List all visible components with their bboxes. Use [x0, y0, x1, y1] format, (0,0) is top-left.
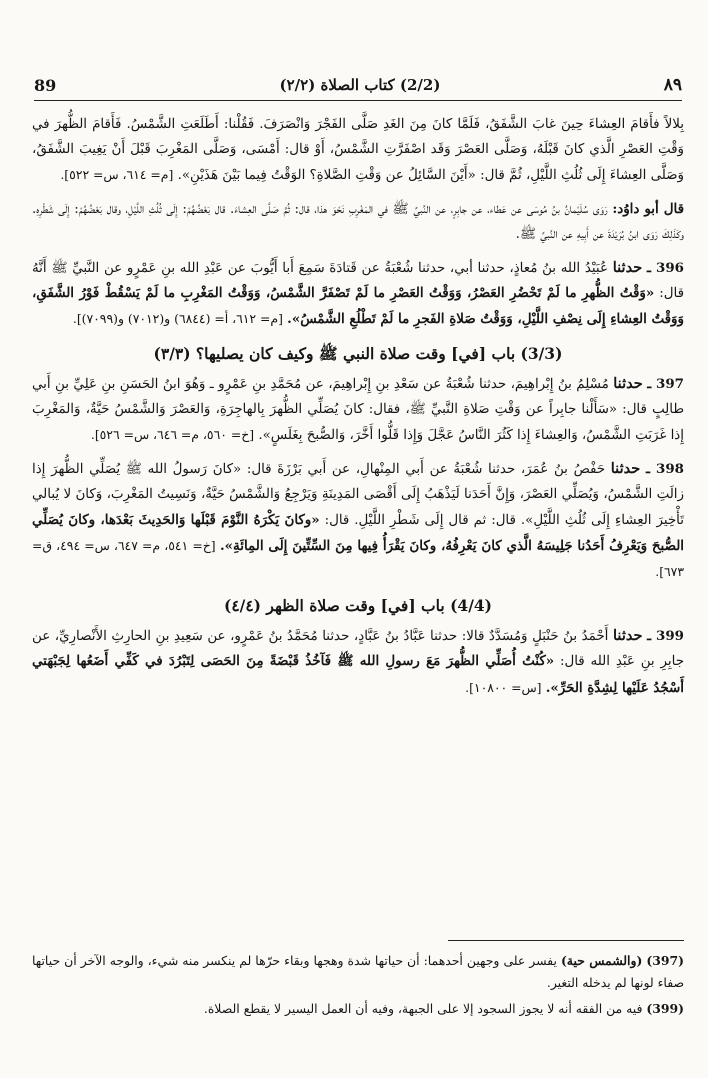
page-header — [34, 70, 682, 101]
running-title: (2/2) كتاب الصلاة (٢/٢) — [279, 76, 441, 94]
hadith-number: 397 ـ — [647, 375, 684, 392]
hadith-number: 399 ـ — [647, 628, 684, 645]
hadith-text: بِلالاً فأَقامَ العِشاءَ حِينَ غابَ الشَّفَقُ، فَلَمَّا كانَ مِنَ الغَدِ صَلَّى الفَجْرَ وَانْصَرَفَ. فَقُلْنا: أَطَلَعَتِ الشَّمْسُ. فَأَقامَ الظُّهرَ في وَقْتِ العَصْرِ الَّذي كانَ قَبْلَهُ، وَصَلَّى العَصْرَ وَقَد اصْفَرَّتِ الشَّمْسُ، أَوْ قال: أَمْسَى، وَصَلَّى المَغْرِبَ قَبْلَ أَنْ يَغِيبَ الشَّفَقُ، وَصَلَّى العِشاءَ إِلَى ثُلُثِ اللَّيْلِ، ثُمَّ قال: «أَيْنَ السَّائِلُ عن وَقْتِ الصَّلاةِ؟ الوَقْتُ فِيما بَيْنَ هَذَيْنِ». — [32, 117, 684, 184]
hadith-number: 398 ـ — [646, 461, 684, 478]
chapter-heading-4: (4/4) باب [في] وقت صلاة الظهر (٤/٤) — [224, 596, 492, 616]
hadith-397 — [32, 371, 684, 449]
hadith-399 — [32, 623, 684, 701]
footnote-399 — [32, 998, 684, 1020]
footnote-number: (397) — [646, 953, 684, 968]
haddathana-keyword: حدثنا — [612, 627, 643, 645]
footnotes — [32, 950, 684, 1024]
footnote-term: (والشمس حية) — [560, 953, 643, 968]
footnote-397 — [32, 950, 684, 994]
hadith-398 — [32, 456, 684, 585]
hadith-text: حَفْصُ بنُ عُمَرَ، حدثنا شُعْبَةُ عن أَبي المِنْهالِ، عن أَبي بَرْزَةَ قال: «كانَ رَسولُ الله ﷺ يُصَلِّي الظُّهرَ إِذا زالَتِ الشَّمْسُ، وَيُصَلِّي العَصْرَ، وَإِنَّ أَحَدَنا لَيَذْهَبُ إِلَى أَقْصَى المَدِينَةِ وَيَرْجِعُ وَالشَّمْسُ حَيَّةٌ، وَنَسِيتُ المَغْرِبَ، وَكانَ لا يُبالي تَأْخِيرَ العِشاءِ إِلَى ثُلُثِ اللَّيْلِ». قال: ثم قال إِلَى شَطْرِ اللَّيْلِ. قال: — [32, 462, 684, 528]
main-text — [32, 112, 684, 709]
page-number-arabic: ٨٩ — [663, 75, 682, 95]
abu-dawud-comment — [32, 197, 684, 247]
comment-text: رَوَى سُلَيْمانُ بنُ مُوسَى عن عَطاء، عن جابِرٍ، عن النَّبيِّ ﷺ في المَغْرِبِ نَحْوَ هذا، قال: ثُمَّ صَلَّى العِشاءَ. قال بَعْضُهُمْ: إِلَى ثُلُثِ اللَّيْلِ، وقال بَعْضُهُمْ: إِلَى شَطْرِهِ. وكَذَلِكَ رَوَى ابنُ بُرَيْدَةَ عن أَبِيهِ عن النَّبيِّ ﷺ. — [32, 201, 684, 242]
haddathana-keyword: حدثنا — [612, 259, 643, 277]
takhrij-ref: [م= ٦١٤، س= ٥٢٢]. — [60, 167, 174, 183]
footnote-divider — [448, 940, 684, 941]
paragraph-continuation — [32, 112, 684, 189]
footnote-text: فيه من الفقه أنه لا يجوز السجود إلا على الجبهة، وفيه أن العمل اليسير لا يقطع الصلاة. — [203, 1001, 643, 1016]
haddathana-keyword: حدثنا — [613, 374, 643, 392]
isnad-text: عُبَيْدُ الله بنُ مُعاذٍ، حدثنا أبي، حدثنا شُعْبَةُ عن قَتادَةَ سَمِعَ أَبا أَيُّوبَ عن عَبْدِ الله بنِ عَمْرٍو عن النَّبيِّ ﷺ أَنَّهُ قال: — [32, 261, 684, 302]
hadith-number: 396 ـ — [647, 260, 684, 277]
chapter-heading-3: (3/3) باب [في] وقت صلاة النبي ﷺ وكيف كان يصليها؟ (٣/٣) — [153, 343, 563, 363]
matn-text: «كُنْتُ أُصَلِّي الظُّهرَ مَعَ رسولِ الله ﷺ فَآخُذُ قَبْضَةً مِنَ الحَصَى لِتَبْرُدَ في كَفِّي أَضَعُها لِجَبْهَتي أَسْجُدُ عَلَيْها لِشِدَّةِ الحَرِّ». — [32, 653, 684, 696]
footnote-number: (399) — [646, 1001, 684, 1016]
haddathana-keyword: حدثنا — [610, 460, 641, 478]
isnad-text: أَحْمَدُ بنُ حَنْبَلٍ وَمُسَدَّدٌ قالا: حدثنا عَبَّادُ بنُ عَبَّادٍ، حدثنا مُحَمَّدُ بنُ عَمْرٍو، عن سَعِيدِ بنِ الحارِثِ الأَنْصارِيِّ، عن جابِرِ بنِ عَبْدِ الله قال: — [32, 629, 684, 670]
takhrij-ref: [خ= ٥٤١، م= ٦٤٧، س= ٤٩٤، ق= ٦٧٣]. — [32, 537, 684, 580]
matn-text: «وَقْتُ الظُّهرِ ما لَمْ تَحْضُرِ العَصْرُ، وَوَقْتُ العَصْرِ ما لَمْ تَصْفَرَّ الشَّمْسُ، وَوَقْتُ المَغْرِبِ ما لَمْ يَسْقُطْ فَوْرُ الشَّفَقِ، وَوَقْتُ العِشاءِ إِلَى نِصْفِ اللَّيْلِ، وَوَقْتُ صَلاةِ الفَجرِ ما لَمْ تَطْلُعِ الشَّمْسُ». — [32, 285, 684, 328]
footnote-text: يفسر على وجهين أحدهما: أن حياتها شدة وهجها وبقاء حرّها لم ينكسر منه شيء، والوجه الآخر أن حياتها صفاء لونها لم يدخله التغير. — [32, 953, 684, 990]
hadith-396 — [32, 255, 684, 333]
comment-lead: قال أبو داوُد: — [612, 200, 684, 217]
page-number-latin: 89 — [34, 75, 57, 95]
takhrij-ref: [خ= ٥٦٠، م= ٦٤٦، س= ٥٢٦]. — [90, 427, 255, 443]
hadith-text: مُسْلِمُ بنُ إِبْراهِيمَ، حدثنا شُعْبَةُ عن سَعْدِ بنِ إِبْراهِيمَ، عن مُحَمَّدِ بنِ عَمْرٍو ـ وَهُوَ ابنُ الحَسَنِ بنِ عَلِيِّ بنِ أَبي طالِبٍ قال: «سَأَلْنا جابِراً عن وَقْتِ صَلاةِ النَّبيِّ ﷺ، فقال: كانَ يُصَلِّي الظُّهرَ بِالهاجِرَةِ، وَالعَصْرَ وَالشَّمْسُ حَيَّةٌ، وَالمَغْرِبَ إِذا غَرَبَتِ الشَّمْسُ، وَالعِشاءَ إِذا كَثُرَ النَّاسُ عَجَّلَ وَإِذا قَلُّوا أَخَّرَ، وَالصُّبحَ بِغَلَسٍ». — [32, 376, 684, 444]
matn-text: «وكانَ يَكْرَهُ النَّوْمَ قَبْلَها وَالحَدِيثَ بَعْدَها، وكانَ يُصَلِّي الصُّبحَ وَيَعْرِفُ أَحَدُنا جَلِيسَهُ الَّذي كانَ يَعْرِفُهُ، وكانَ يَقْرَأُ فِيها مِنَ السِّتِّينَ إِلَى المِائَةِ». — [32, 511, 685, 554]
takhrij-ref: [م= ٦١٢، أ= (٦٨٤٤) و(٧٠١٢) و(٧٠٩٩)]. — [72, 311, 283, 327]
takhrij-ref: [س= ١٠٨٠٠]. — [465, 679, 542, 695]
